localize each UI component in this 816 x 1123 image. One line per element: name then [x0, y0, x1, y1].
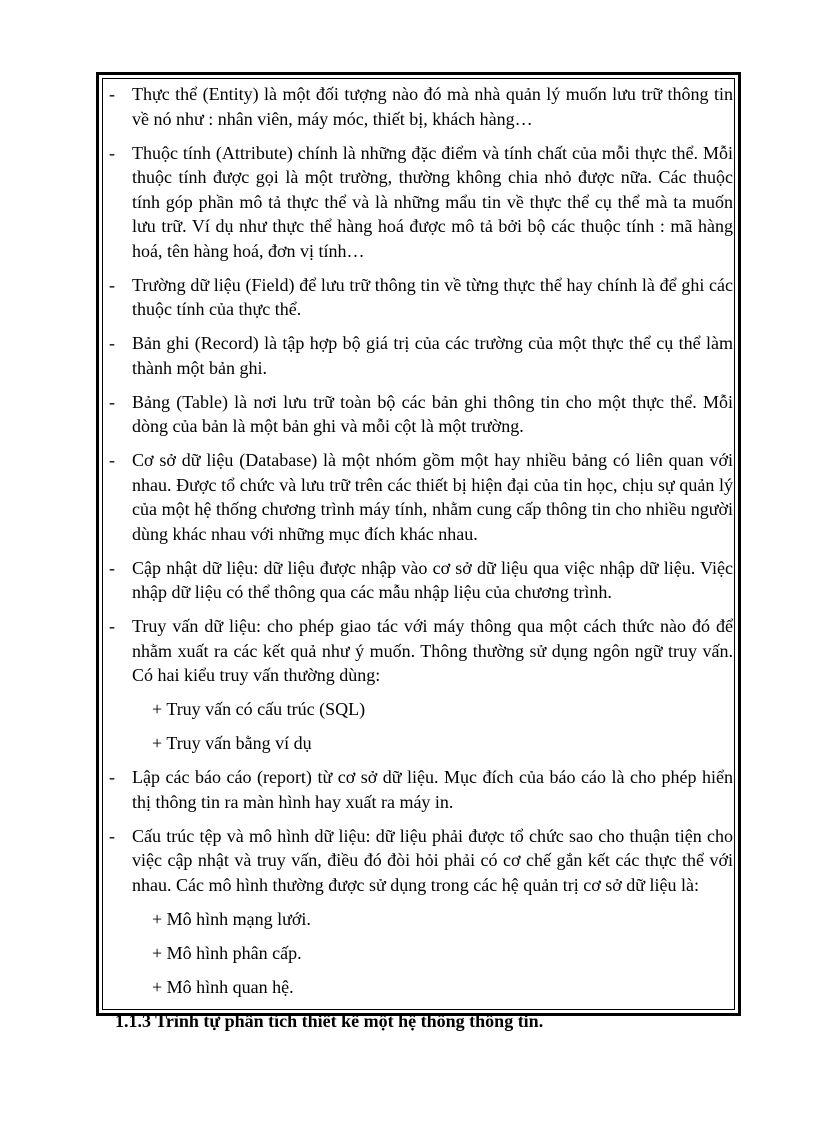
sub-item-hierarchical-model: + Mô hình phân cấp.: [152, 942, 302, 963]
bullet-dash: -: [109, 767, 115, 787]
item-text: Thực thể (Entity) là một đối tượng nào đó mà nhà quản lý muốn lưu trữ thông tin về nó như : nhân viên, máy móc, thiết bị, khách hàng…: [132, 84, 733, 129]
bullet-dash: -: [109, 616, 115, 636]
item-text: Bản ghi (Record) là tập hợp bộ giá trị của các trường của một thực thể cụ thể làm thành một bản ghi.: [132, 333, 733, 378]
item-text: Lập các báo cáo (report) từ cơ sở dữ liệu. Mục đích của báo cáo là cho phép hiển thị thông tin ra màn hình hay xuất ra máy in.: [132, 767, 733, 812]
document-body: [106, 82, 733, 1033]
definition-data-query: [106, 614, 733, 688]
definition-attribute: [106, 141, 733, 264]
item-text: Trường dữ liệu (Field) để lưu trữ thông tin về từng thực thể hay chính là để ghi các thuộc tính của thực thể.: [132, 274, 733, 319]
definition-report: [106, 765, 733, 814]
bullet-dash: -: [109, 450, 115, 470]
definition-record: [106, 331, 733, 380]
item-text: Cập nhật dữ liệu: dữ liệu được nhập vào cơ sở dữ liệu qua việc nhập dữ liệu. Việc nhập dữ liệu có thể thông qua các mẫu nhập liệu của chương trình.: [132, 557, 733, 602]
definition-database: [106, 448, 733, 546]
item-text: Cấu trúc tệp và mô hình dữ liệu: dữ liệu phải được tổ chức sao cho thuận tiện cho việc cập nhật và truy vấn, điều đó đòi hỏi phải có cơ chế gắn kết các thực thể với nhau. Các mô hình thường được sử dụng trong các hệ quản trị cơ sở dữ liệu là:: [132, 825, 733, 895]
bullet-dash: -: [109, 391, 115, 412]
bullet-dash: -: [109, 557, 115, 578]
definition-data-update: [106, 556, 733, 605]
item-text: Cơ sở dữ liệu (Database) là một nhóm gồm một hay nhiều bảng có liên quan với nhau. Được tổ chức và lưu trữ trên các thiết bị hiện đại của tin học, chịu sự quản lý của một hệ thống chương trình máy tính, nhằm cung cấp thông tin cho nhiều người dùng khác nhau với những mục đích khác nhau.: [132, 450, 733, 544]
bullet-dash: -: [109, 84, 115, 104]
bullet-dash: -: [109, 274, 115, 295]
definition-field: [106, 273, 733, 322]
section-heading: 1.1.3 Trình tự phân tích thiết kế một hệ thống thông tin.: [115, 1010, 544, 1031]
bullet-dash: -: [109, 825, 115, 846]
definition-table: [106, 390, 733, 439]
sub-item-relational-model: + Mô hình quan hệ.: [152, 976, 294, 997]
item-text: Truy vấn dữ liệu: cho phép giao tác với máy thông qua một cách thức nào đó để nhằm xuất ra các kết quả như ý muốn. Thông thường sử dụng ngôn ngữ truy vấn. Có hai kiểu truy vấn thường dùng:: [132, 616, 733, 685]
item-text: Bảng (Table) là nơi lưu trữ toàn bộ các bản ghi thông tin cho một thực thể. Mỗi dòng của bản là một bản ghi và mỗi cột là một trường.: [132, 391, 733, 436]
bullet-dash: -: [109, 142, 115, 163]
definition-entity: [106, 82, 733, 131]
sub-item-query-by-example: + Truy vấn bằng ví dụ: [152, 733, 312, 753]
definition-data-model: [106, 824, 733, 898]
sub-item-network-model: + Mô hình mạng lưới.: [152, 908, 311, 929]
bullet-dash: -: [109, 333, 115, 353]
item-text: Thuộc tính (Attribute) chính là những đặc điểm và tính chất của mỗi thực thể. Mỗi thuộc tính được gọi là một trường, thường không chia nhỏ được nữa. Các thuộc tính góp phần mô tả thực thể và là những mẩu tin về thực thể cụ thể mà ta muốn lưu trữ. Ví dụ như thực thể hàng hoá được mô tả bởi bộ các thuộc tính : mã hàng hoá, tên hàng hoá, đơn vị tính…: [132, 142, 733, 261]
sub-item-sql-query: + Truy vấn có cấu trúc (SQL): [152, 699, 366, 719]
